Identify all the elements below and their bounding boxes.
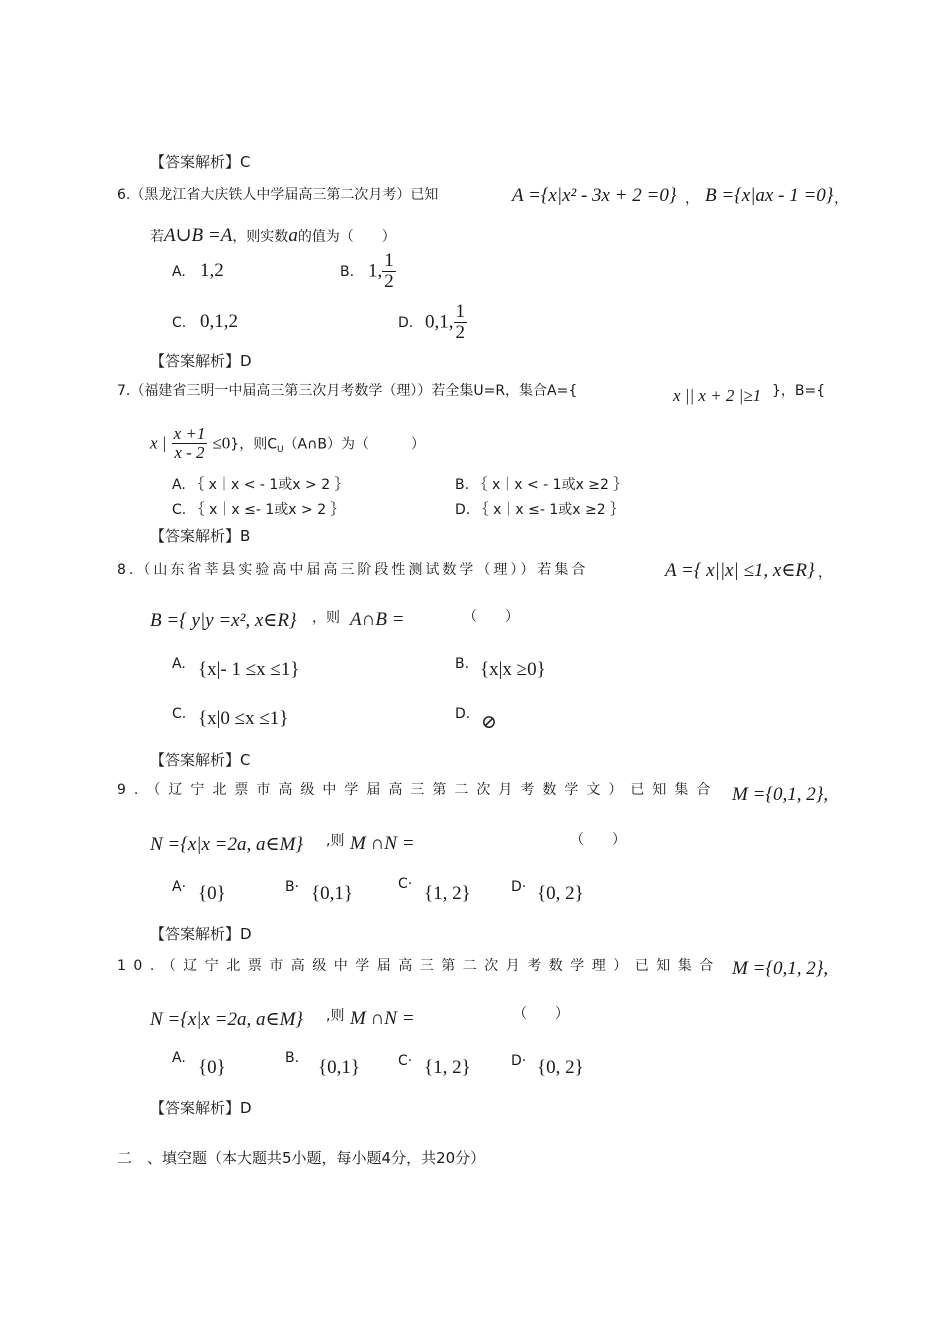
q9-mid: ,则 bbox=[326, 833, 345, 849]
q6-option-d-label: D. bbox=[398, 315, 414, 331]
q8-option-a-label: A. bbox=[172, 656, 186, 672]
answer-q5: 【答案解析】C bbox=[150, 153, 251, 171]
q10-option-a: {0} bbox=[198, 1057, 226, 1078]
q9-option-d: {0, 2} bbox=[537, 883, 584, 904]
q10-stem: 10.（辽宁北票市高级中学届高三第二次月考数学理）已知集合 bbox=[117, 958, 721, 974]
q6-option-d-fraction bbox=[454, 302, 468, 343]
q9-expr: M ∩N = bbox=[350, 833, 415, 854]
q8-option-d-label: D. bbox=[455, 706, 471, 722]
q8-mid: ，则 bbox=[312, 610, 340, 626]
q6-cond-post: 的值为（ ） bbox=[297, 229, 396, 245]
q6-cond-pre: 若 bbox=[150, 229, 164, 245]
q10-option-d: {0, 2} bbox=[537, 1057, 584, 1078]
q8-option-a: {x|- 1 ≤x ≤1} bbox=[198, 659, 300, 680]
q6-option-d-num: 1 bbox=[455, 301, 465, 322]
q9-stem: 9.（辽宁北票市高级中学届高三第二次月考数学文）已知集合 bbox=[117, 782, 719, 798]
q10-paren: （ ） bbox=[513, 1006, 569, 1022]
q7-stem-end: }，B={ bbox=[772, 383, 826, 399]
q9-option-b: {0,1} bbox=[311, 883, 353, 904]
q6-stem: 6.（黑龙江省大庆铁人中学届高三第二次月考）已知 bbox=[117, 187, 439, 203]
q6-option-d-pre: 0,1, bbox=[425, 311, 454, 333]
q6-option-c: 0,1,2 bbox=[200, 311, 238, 332]
q7-set-a: x || x + 2 |≥1 bbox=[673, 386, 762, 405]
q7-option-a: A. ｛ x｜x < - 1或x > 2 ｝ bbox=[172, 477, 349, 493]
q9-option-a-label: A· bbox=[172, 879, 187, 895]
q7-option-d: D. ｛ x｜x ≤- 1或x ≥2 ｝ bbox=[455, 502, 625, 518]
q9-option-c: {1, 2} bbox=[424, 883, 471, 904]
q9-set-n: N ={x|x =2a, a∈M} bbox=[150, 834, 303, 855]
q6-condition bbox=[150, 224, 396, 247]
q8-paren: （ ） bbox=[463, 609, 519, 625]
q8-expr: A∩B = bbox=[350, 609, 405, 630]
answer-q7: 【答案解析】B bbox=[150, 527, 251, 545]
q7-option-b: B. ｛ x｜x < - 1或x ≥2 ｝ bbox=[455, 477, 628, 493]
q10-mid: ,则 bbox=[326, 1008, 345, 1024]
answer-q10: 【答案解析】D bbox=[150, 1099, 252, 1117]
q9-set-m: M ={0,1, 2}, bbox=[732, 784, 829, 805]
q6-set-b: B ={x|ax - 1 =0} bbox=[705, 185, 834, 206]
q6-option-d-den: 2 bbox=[455, 321, 465, 343]
q9-option-d-label: D· bbox=[511, 879, 527, 895]
q6-option-d bbox=[425, 302, 467, 343]
q7-fraction bbox=[172, 425, 208, 462]
answer-q9: 【答案解析】D bbox=[150, 925, 252, 943]
q6-cond-math: A∪B =A bbox=[164, 225, 233, 246]
q7-line2 bbox=[150, 425, 425, 462]
q8-option-b: {x|x ≥0} bbox=[480, 659, 546, 680]
q10-option-b-label: B. bbox=[285, 1050, 300, 1066]
q7-frac-num: x +1 bbox=[173, 424, 206, 443]
q10-option-c-label: C· bbox=[398, 1053, 413, 1069]
q9-paren: （ ） bbox=[570, 832, 626, 848]
q7-line2-tail: （A∩B）为（ ） bbox=[283, 436, 425, 453]
q8-set-a: A ={ x||x| ≤1, x∈R} bbox=[665, 560, 815, 581]
q7-line2-sub: U bbox=[276, 445, 284, 456]
q8-stem: 8.（山东省莘县实验高中届高三阶段性测试数学（理））若集合 bbox=[117, 562, 589, 578]
q10-option-c: {1, 2} bbox=[424, 1057, 471, 1078]
q9-option-a: {0} bbox=[198, 883, 226, 904]
q6-cond-var: a bbox=[288, 225, 298, 246]
q6-option-a: 1,2 bbox=[200, 260, 224, 281]
q9-option-c-label: C· bbox=[398, 876, 413, 892]
q7-line2-post: }，则C bbox=[230, 436, 277, 453]
q6-option-b-den: 2 bbox=[384, 270, 394, 292]
q6-cond-mid: ，则实数 bbox=[232, 229, 289, 245]
answer-q8: 【答案解析】C bbox=[150, 751, 251, 769]
q9-option-b-label: B· bbox=[285, 879, 300, 895]
q7-line2-mid: ≤0 bbox=[212, 433, 231, 453]
answer-q6: 【答案解析】D bbox=[150, 352, 252, 370]
q8-option-c-label: C. bbox=[172, 706, 187, 722]
q6-option-b bbox=[368, 251, 396, 292]
q7-option-c: C. ｛ x｜x ≤- 1或x > 2 ｝ bbox=[172, 502, 345, 518]
q10-option-a-label: A. bbox=[172, 1050, 186, 1066]
q7-frac-den: x - 2 bbox=[174, 442, 205, 462]
q6-option-b-pre: 1, bbox=[368, 260, 383, 282]
q10-option-d-label: D· bbox=[511, 1053, 527, 1069]
q10-option-b: {0,1} bbox=[318, 1057, 360, 1078]
q8-option-d: ⊘ bbox=[481, 712, 497, 733]
q8-comma: ， bbox=[818, 565, 832, 581]
q6-option-b-fraction bbox=[382, 251, 396, 292]
q6-comma: ， bbox=[685, 191, 699, 207]
q6-comma-2: ， bbox=[834, 191, 848, 207]
q10-set-m: M ={0,1, 2}, bbox=[732, 958, 829, 979]
q6-option-a-label: A. bbox=[172, 264, 186, 280]
q6-option-b-num: 1 bbox=[384, 250, 394, 271]
q6-option-c-label: C. bbox=[172, 315, 187, 331]
q8-option-b-label: B. bbox=[455, 656, 470, 672]
q8-set-b: B ={ y|y =x², x∈R} bbox=[150, 610, 297, 631]
q7-line2-pre: x | bbox=[150, 433, 167, 453]
q7-stem: 7.（福建省三明一中届高三第三次月考数学（理））若全集U=R，集合A={ bbox=[117, 383, 578, 399]
q10-set-n: N ={x|x =2a, a∈M} bbox=[150, 1009, 303, 1030]
q6-option-b-label: B. bbox=[340, 264, 355, 280]
q10-expr: M ∩N = bbox=[350, 1008, 415, 1029]
q6-set-a: A ={x|x² - 3x + 2 =0} bbox=[512, 185, 677, 206]
section-heading: 二 、填空题（本大题共5小题，每小题4分，共20分） bbox=[117, 1149, 486, 1167]
q8-option-c: {x|0 ≤x ≤1} bbox=[198, 708, 289, 729]
